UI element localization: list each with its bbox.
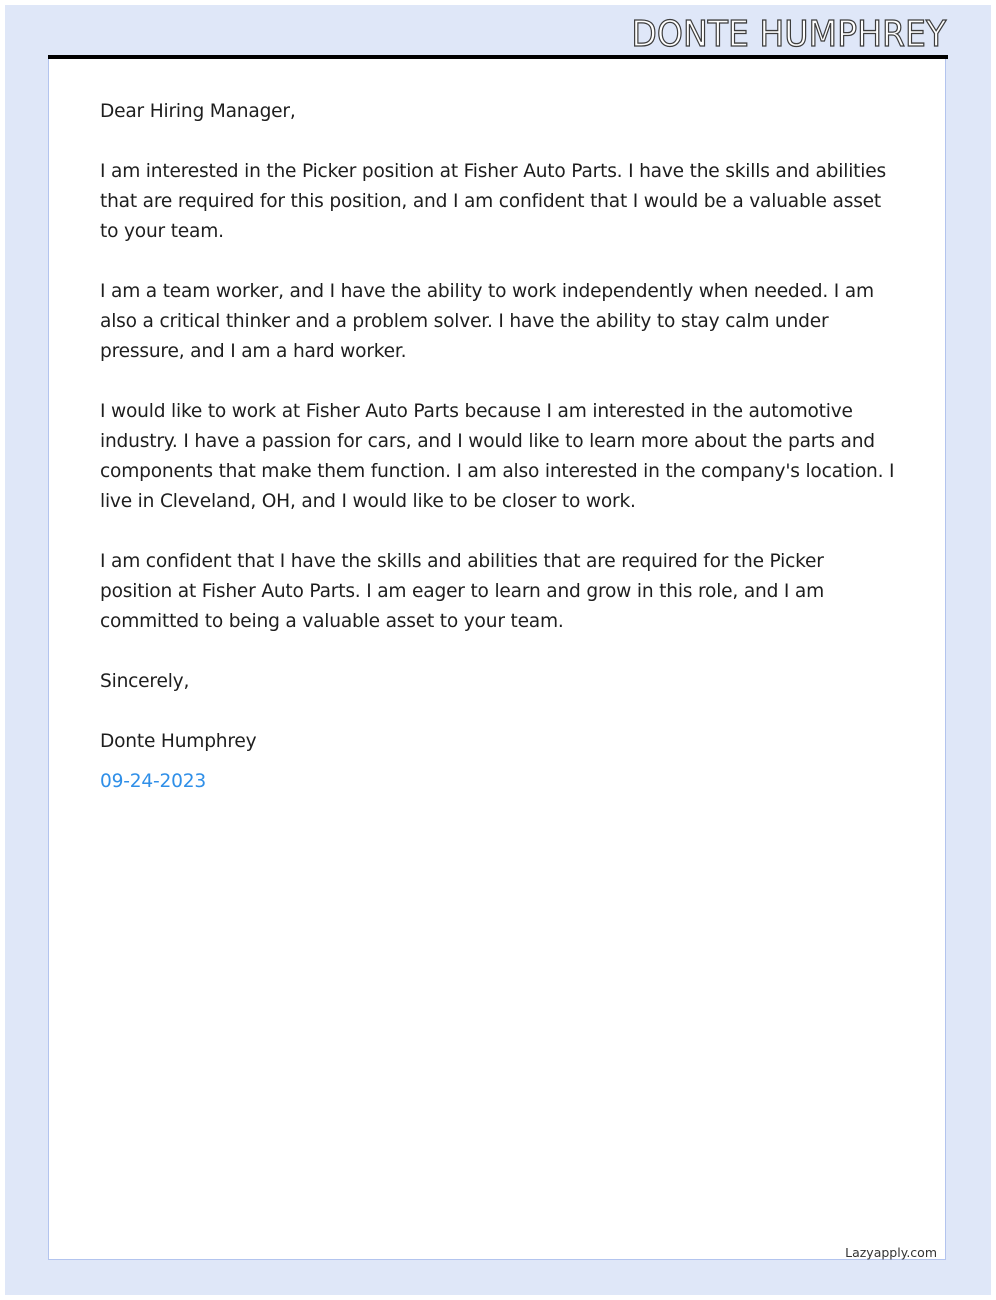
letter-date: 09-24-2023 bbox=[100, 771, 207, 792]
signature-name: Donte Humphrey bbox=[100, 731, 257, 752]
salutation: Dear Hiring Manager, bbox=[100, 101, 296, 122]
paragraph-1: I am interested in the Picker position at Fisher Auto Parts. I have the skills and abilities that are required for this position, and I am confident that I would be a valuable asset to your team. bbox=[100, 161, 886, 242]
applicant-name-heading: DONTE HUMPHREY bbox=[631, 14, 946, 55]
closing: Sincerely, bbox=[100, 671, 190, 692]
cover-letter-body bbox=[100, 97, 896, 797]
paragraph-3: I would like to work at Fisher Auto Parts because I am interested in the automotive industry. I have a passion for cars, and I would like to learn more about the parts and components that make them function. I am also interested in the company's location. I live in Cleveland, OH, and I would like to be closer to work. bbox=[100, 401, 895, 512]
paragraph-2: I am a team worker, and I have the ability to work independently when needed. I am also a critical thinker and a problem solver. I have the ability to stay calm under pressure, and I am a hard worker. bbox=[100, 281, 874, 362]
footer-watermark: Lazyapply.com bbox=[845, 1245, 937, 1260]
paragraph-4: I am confident that I have the skills and abilities that are required for the Picker position at Fisher Auto Parts. I am eager to learn and grow in this role, and I am committed to being a valuable asset to your team. bbox=[100, 551, 825, 632]
